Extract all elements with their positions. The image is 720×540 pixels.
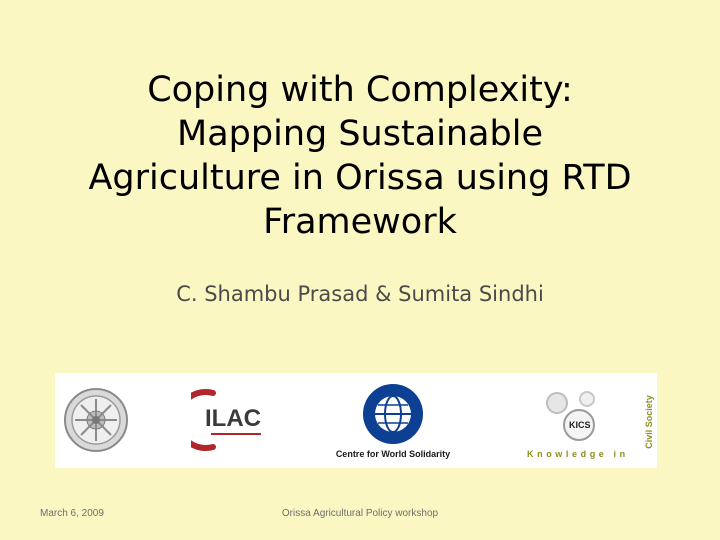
slide-subtitle: C. Shambu Prasad & Sumita Sindhi [176,282,544,306]
ilac-logo [191,387,271,453]
title-line-2: Mapping Sustainable [177,114,543,154]
title-line-1: Coping with Complexity: [147,70,573,110]
institution-seal-logo [63,387,129,453]
cws-caption: Centre for World Solidarity [335,449,451,459]
kics-knowledge-text: Knowledge in [527,449,629,459]
kics-circles-icon [543,387,603,447]
globe-icon [360,383,426,445]
footer-date: March 6, 2009 [40,508,104,519]
ilac-underline [211,433,261,435]
title-line-4: Framework [263,202,457,242]
title-line-3: Agriculture in Orissa using RTD [88,158,632,198]
footer-event: Orissa Agricultural Policy workshop [281,508,439,519]
logo-band [55,373,657,468]
kics-badge: KICS [569,420,591,430]
kics-civil-society-text: Civil Society [644,395,654,449]
slide-title [40,68,680,244]
ilac-wordmark: ILAC [205,405,261,432]
kics-logo [525,379,655,465]
cws-logo [323,383,463,463]
